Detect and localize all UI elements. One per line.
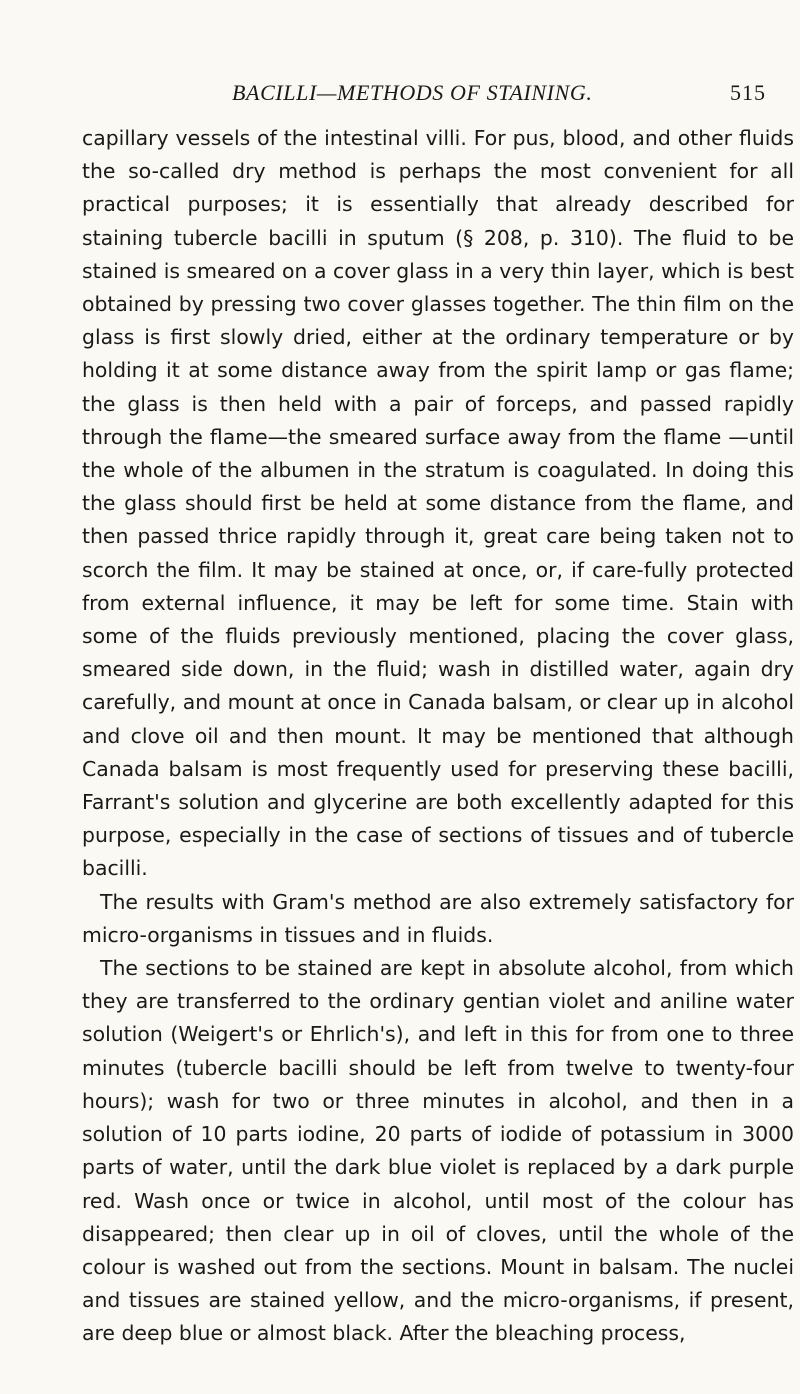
- paragraph-sections-staining: The sections to be stained are kept in absolute alcohol, from which they are transferred to the ordinary gentian violet and aniline water solution (Weigert's or Ehrlich's), and left in this for from one to three minutes (tubercle bacilli should be left from twelve to twenty-four hours); wash for two or three minutes in alcohol, and then in a solution of 10 parts iodine, 20 parts of iodide of potassium in 3000 parts of water, until the dark blue violet is replaced by a dark purple red. Wash once or twice in alcohol, until most of the colour has disappeared; then clear up in oil of cloves, until the whole of the colour is washed out from the sections. Mount in balsam. The nuclei and tissues are stained yellow, and the micro-organisms, if present, are deep blue or almost black. After the bleaching process,: [82, 956, 794, 1346]
- paragraph-continued: capillary vessels of the intestinal villi. For pus, blood, and other fluids the so-called dry method is perhaps the most convenient for all practical purposes; it is essentially that already described for staining tubercle bacilli in sputum (§ 208, p. 310). The fluid to be stained is smeared on a cover glass in a very thin layer, which is best obtained by pressing two cover glasses together. The thin film on the glass is first slowly dried, either at the ordinary temperature or by holding it at some distance away from the spirit lamp or gas flame; the glass is then held with a pair of forceps, and passed rapidly through the flame—the smeared surface away from the flame —until the whole of the albumen in the stratum is coagulated. In doing this the glass should first be held at some distance from the flame, and then passed thrice rapidly through it, great care being taken not to scorch the film. It may be stained at once, or, if care-fully protected from external influence, it may be left for some time. Stain with some of the fluids previously mentioned, placing the cover glass, smeared side down, in the fluid; wash in distilled water, again dry carefully, and mount at once in Canada balsam, or clear up in alcohol and clove oil and then mount. It may be mentioned that although Canada balsam is most frequently used for preserving these bacilli, Farrant's solution and glycerine are both excellently adapted for this purpose, especially in the case of sections of tissues and of tubercle bacilli.: [82, 126, 794, 881]
- page-header: [82, 78, 794, 114]
- book-page: [82, 78, 794, 1351]
- running-title: BACILLI—METHODS OF STAINING.: [232, 80, 593, 105]
- paragraph-grams-method: The results with Gram's method are also extremely satisfactory for micro-organisms in tissues and in fluids.: [82, 889, 794, 947]
- page-number: 515: [730, 80, 766, 105]
- body-text: [82, 122, 794, 1351]
